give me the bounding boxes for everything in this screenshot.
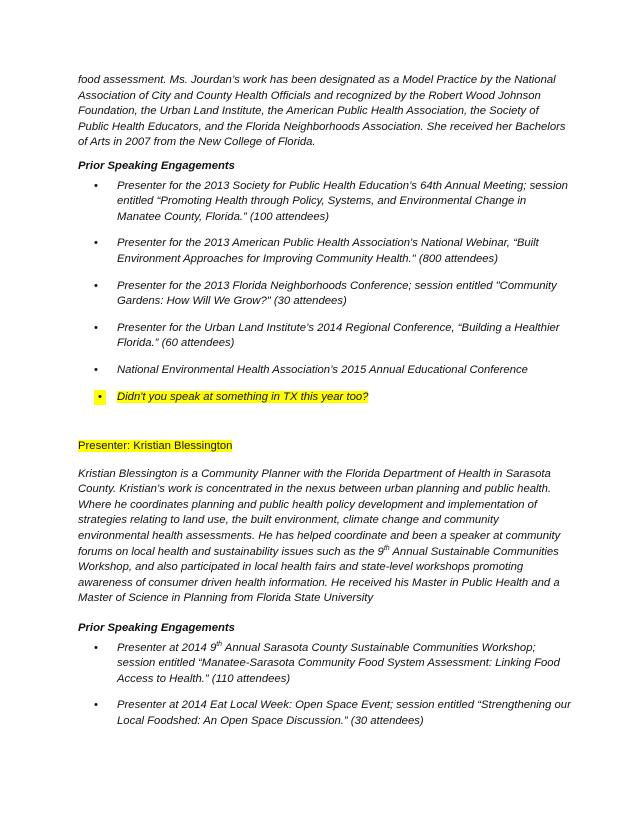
document-page [78, 73, 572, 741]
list-item-text [117, 642, 560, 685]
highlighted-comment-text: Didn't you speak at something in TX this year too? [117, 390, 369, 403]
list-item [78, 236, 572, 267]
bullet-icon: • [94, 237, 98, 250]
list-item-text-after: Annual Sarasota County Sustainable Communities Workshop; session entitled “Manatee-Sarasota Community Food System Assessment: Linking Food Access to Health.” (110 attendees) [117, 641, 560, 685]
bullet-icon: • [94, 279, 98, 292]
list-item [78, 321, 572, 352]
bullet-icon: • [94, 699, 98, 712]
list-item-text: Presenter for the Urban Land Institute’s 2014 Regional Conference, “Building a Healthier Florida.” (60 attendees) [117, 321, 560, 350]
engagements-list-1 [78, 179, 572, 406]
section-heading-speaking-2: Prior Speaking Engagements [78, 622, 235, 635]
bio-superscript: th [383, 544, 390, 552]
list-item-text-before: Presenter at 2014 9 [117, 641, 217, 654]
intro-paragraph: food assessment. Ms. Jourdan’s work has been designated as a Model Practice by the National Association of City and County Health Officials and recognized by the Robert Wood Johnson Foundation, the Urban Land Institute, the American Public Health Association, the Society of Public Health Educators, and the Florida Neighborhoods Association. She received her Bachelors of Arts in 2007 from the New College of Florida. [78, 74, 566, 149]
list-item [78, 363, 572, 379]
bio-text-part1: Kristian Blessington is a Community Planner with the Florida Department of Health in Sarasota County. Kristian’s work is concentrated in the nexus between urban planning and public health. Where he coordinates planning and public health policy development and implementation of strategies relating to land use, the built environment, climate change and community environmental health assessments. He has helped coordinate and been a speaker at community forums on local health and sustainability issues such as the 9 [78, 467, 561, 558]
highlighted-list-item [78, 390, 572, 406]
presenter-heading [78, 439, 572, 455]
list-item [78, 179, 572, 226]
list-item-text: Presenter for the 2013 American Public Health Association's National Webinar, “Built Environment Approaches for Improving Community Health." (800 attendees) [117, 237, 539, 265]
list-item-text: Presenter for the 2013 Florida Neighborhoods Conference; session entitled "Community Gardens: How Will We Grow?" (30 attendees) [117, 279, 557, 308]
presenter-bio [78, 467, 572, 607]
presenter-label: Presenter: Kristian Blessington [78, 440, 233, 453]
bullet-icon: • [94, 321, 98, 334]
bio-text-part2: Annual Sustainable Communities Workshop, and also participated in local health fairs and state-level workshops promoting awareness of consumer driven health information. He received his Master in Public Health and a Master of Science in Planning from Florida State University [78, 545, 560, 605]
bullet-icon: • [94, 363, 98, 376]
list-item-superscript: th [216, 640, 223, 648]
bullet-icon: • [94, 390, 106, 406]
list-item [78, 641, 572, 688]
list-item [78, 698, 572, 729]
bullet-icon: • [94, 641, 98, 654]
list-item-text: National Environmental Health Association’s 2015 Annual Educational Conference [117, 363, 528, 376]
list-item [78, 279, 572, 310]
list-item-text: Presenter for the 2013 Society for Public Health Education’s 64th Annual Meeting; session entitled “Promoting Health through Policy, Systems, and Environmental Change in Manatee County, Florida.” (100 attendees) [117, 179, 568, 223]
section-heading-speaking-1: Prior Speaking Engagements [78, 159, 235, 172]
bullet-icon: • [94, 179, 98, 192]
list-item-text: Presenter at 2014 Eat Local Week: Open Space Event; session entitled “Strengthening our Local Foodshed: An Open Space Discussion.” (30 attendees) [117, 699, 571, 727]
engagements-list-2 [78, 641, 572, 730]
